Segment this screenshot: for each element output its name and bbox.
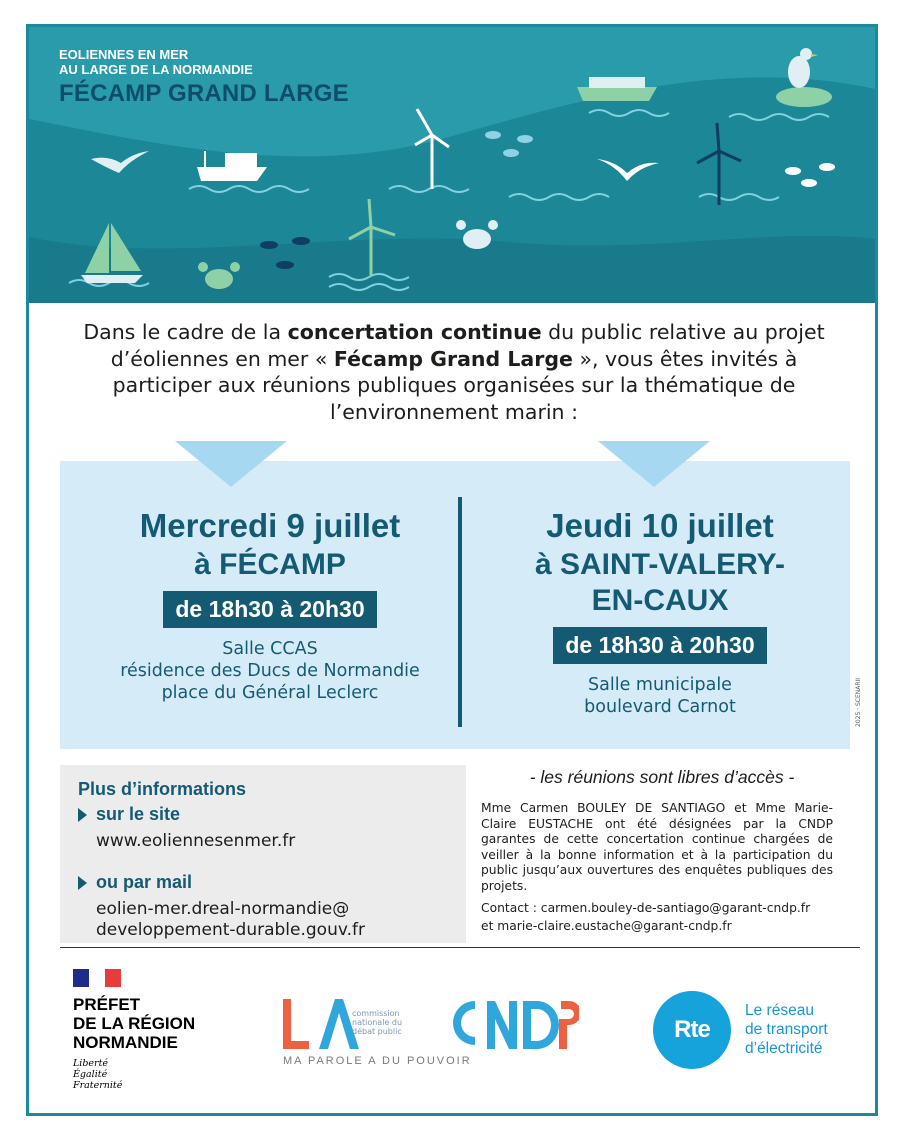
mail-link[interactable]: eolien-mer.dreal-normandie@ developpement-durable.gouv.fr xyxy=(96,899,365,940)
rte-logo xyxy=(653,991,853,1071)
marianne-flag-icon xyxy=(73,969,121,987)
info-title: Plus d’informations xyxy=(78,779,247,799)
banner-kicker: EOLIENNES EN MER AU LARGE DE LA NORMANDIE xyxy=(59,47,253,77)
boat-icon xyxy=(577,77,657,101)
header-banner xyxy=(29,27,875,303)
event-date: Mercredi 9 juillet xyxy=(139,507,401,544)
event-fecamp xyxy=(80,507,460,704)
contact-text: Contact : carmen.bouley-de-santiago@garant-cndp.fr et marie-claire.eustache@garant-cndp.fr xyxy=(481,901,811,933)
event-date: Jeudi 10 juillet xyxy=(546,507,774,544)
arrow-down-icon xyxy=(175,441,287,487)
site-link[interactable]: www.eoliennesenmer.fr xyxy=(96,831,296,851)
mail-label: ou par mail xyxy=(78,872,466,893)
garants-text: Mme Carmen BOULEY DE SANTIAGO et Mme Marie-Claire EUSTACHE ont été désignées par la CNDP garantes de cette concertation continue chargées de veiller à la bonne information et à la participation du public jusqu’aux ouvertures des enquêtes publiques des projets. xyxy=(481,801,833,893)
event-venue: Salle municipale boulevard Carnot xyxy=(584,675,736,717)
cndp-tagline: MA PAROLE A DU POUVOIR xyxy=(283,1055,472,1067)
banner-title: FÉCAMP GRAND LARGE xyxy=(59,80,349,107)
triangle-right-icon xyxy=(78,808,87,822)
divider xyxy=(60,947,860,948)
rte-mark-icon: Rte xyxy=(653,991,731,1069)
cndp-logo xyxy=(279,993,579,1073)
event-venue: Salle CCAS résidence des Ducs de Normandie place du Général Leclerc xyxy=(120,639,420,703)
event-time: de 18h30 à 20h30 xyxy=(163,591,376,628)
cndp-caption: commission nationale du débat public xyxy=(352,1009,403,1036)
arrow-down-icon xyxy=(598,441,710,487)
triangle-right-icon xyxy=(78,876,87,890)
poster-frame xyxy=(26,24,878,1116)
prefet-devise: Liberté Égalité Fraternité xyxy=(73,1058,123,1091)
credit-text: 2025 · SCENARII xyxy=(855,677,862,727)
site-label: sur le site xyxy=(78,804,466,825)
cndp-mark-icon xyxy=(279,993,579,1053)
prefet-logo xyxy=(73,969,253,1091)
event-place: à FÉCAMP xyxy=(194,548,346,581)
intro-text: Dans le cadre de la concertation continue du public relative au projet d’éoliennes en mer « Fécamp Grand Large », vous êtes invités à participer aux réunions publiques organisées sur la thématique de l’environnement marin : xyxy=(83,320,825,424)
event-time: de 18h30 à 20h30 xyxy=(553,627,766,664)
access-note: - les réunions sont libres d’accès - xyxy=(529,767,795,787)
rte-text: Le réseau de transport d’électricité xyxy=(745,1002,828,1057)
event-saint-valery xyxy=(470,507,850,718)
events-panel xyxy=(60,461,850,749)
event-place: à SAINT-VALERY- EN-CAUX xyxy=(534,548,786,617)
prefet-title: PRÉFET DE LA RÉGION NORMANDIE xyxy=(73,995,196,1052)
info-box xyxy=(60,765,466,943)
